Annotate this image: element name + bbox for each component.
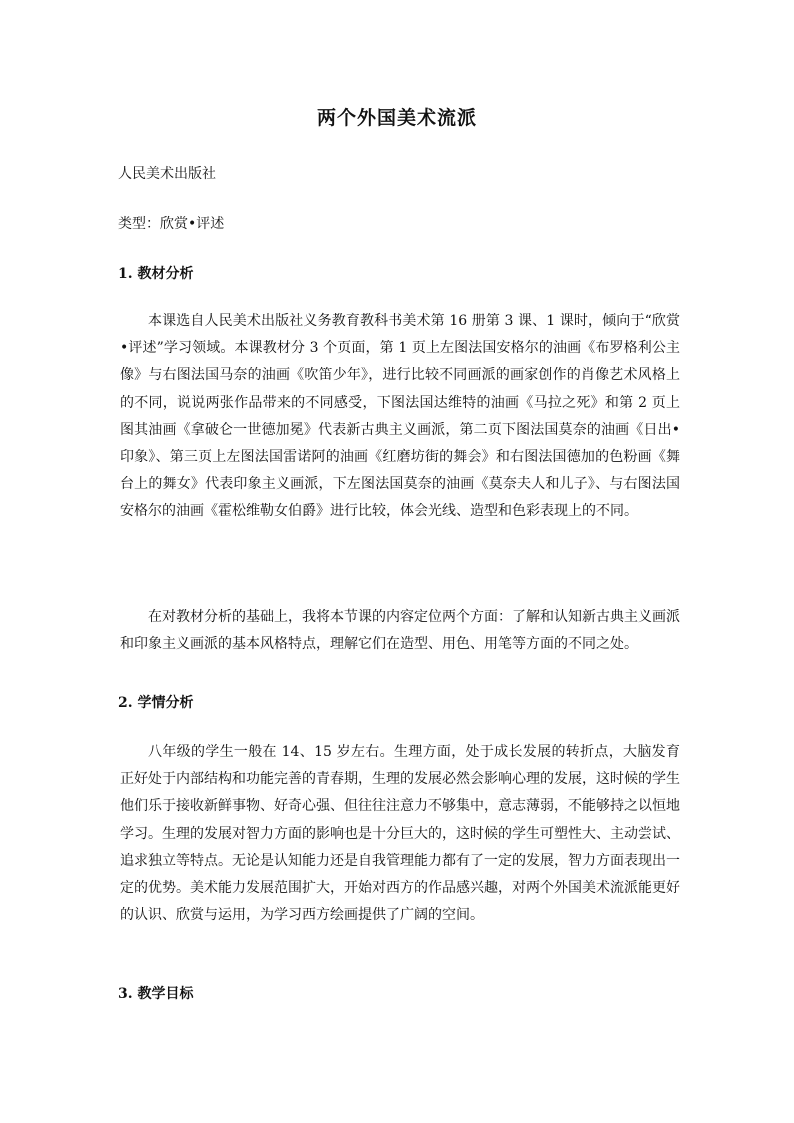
publisher-line: 人民美术出版社 <box>118 166 216 182</box>
page-title: 两个外国美术流派 <box>316 107 477 129</box>
paragraph-student-analysis: 八年级的学生一般在 14、15 岁左右。生理方面，处于成长发展的转折点，大脑发育正好处于内部结构和功能完善的青春期，生理的发展必然会影响心理的发展，这时候的学生他们乐于接收新鲜事物、好奇心强、但往往注意力不够集中，意志薄弱，不能够持之以恒地学习。生理的发展对智力方面的影响也是十分巨大的，这时候的学生可塑性大、主动尝试、追求独立等特点。无论是认知能力还是自我管理能力都有了一定的发展，智力方面表现出一定的优势。美术能力发展范围扩大，开始对西方的作品感兴趣，对两个外国美术流派能更好的认识、欣赏与运用，为学习西方绘画提供了广阔的空间。 <box>120 744 680 924</box>
type-line: 类型：欣赏•评述 <box>118 216 225 232</box>
section-heading-student-analysis: 2. 学情分析 <box>118 695 194 711</box>
paragraph-content-positioning: 在对教材分析的基础上，我将本节课的内容定位两个方面：了解和认知新古典主义画派和印象主义画派的基本风格特点，理解它们在造型、用色、用笔等方面的不同之处。 <box>120 609 680 653</box>
paragraph-textbook-analysis: 本课选自人民美术出版社义务教育教科书美术第 16 册第 3 课、1 课时，倾向于“欣赏•评述”学习领域。本课教材分 3 个页面，第 1 页上左图法国安格尔的油画《布罗格利公主像》与右图法国马奈的油画《吹笛少年》，进行比较不同画派的画家创作的肖像艺术风格上的不同，说说两张作品带来的不同感受，下图法国达维特的油画《马拉之死》和第 2 页上图其油画《拿破仑一世德加冕》代表新古典主义画派，第二页下图法国莫奈的油画《日出•印象》、第三页上左图法国雷诺阿的油画《红磨坊街的舞会》和右图法国德加的色粉画《舞台上的舞女》代表印象主义画派，下左图法国莫奈的油画《莫奈夫人和儿子》、与右图法国安格尔的油画《霍松维勒女伯爵》进行比较，体会光线、造型和色彩表现上的不同。 <box>120 313 680 520</box>
section-heading-textbook-analysis: 1. 教材分析 <box>118 266 194 282</box>
section-heading-teaching-goals: 3. 教学目标 <box>118 986 194 1002</box>
